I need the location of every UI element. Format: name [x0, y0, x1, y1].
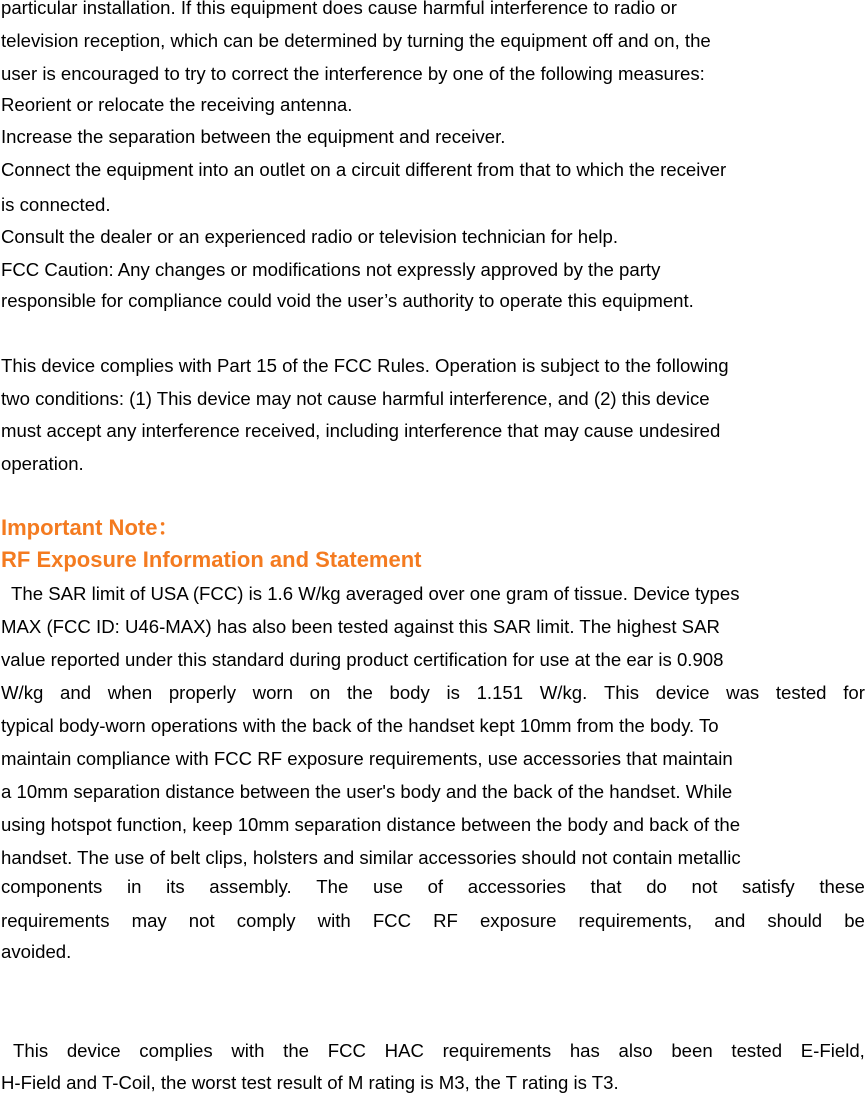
word: complies	[139, 1040, 213, 1061]
word: on	[309, 682, 331, 703]
word: This	[13, 1040, 49, 1061]
word: the	[346, 682, 373, 703]
word: The	[316, 876, 349, 897]
word: with	[317, 910, 351, 931]
word: that	[590, 876, 622, 897]
rf-exposure-heading: RF Exposure Information and Statement	[1, 547, 422, 572]
text-line: maintain compliance with FCC RF exposure requirements, use accessories that maintain	[1, 748, 733, 769]
text-line: typical body-worn operations with the back of the handset kept 10mm from the body. To	[1, 715, 719, 736]
word: E-Field,	[800, 1040, 865, 1061]
text-line: The SAR limit of USA (FCC) is 1.6 W/kg averaged over one gram of tissue. Device types	[1, 583, 740, 604]
text-line: particular installation. If this equipment does cause harmful interference to radio or	[1, 0, 677, 18]
text-line	[1, 876, 865, 898]
text-line: television reception, which can be determined by turning the equipment off and on, the	[1, 30, 711, 51]
word: body	[389, 682, 430, 703]
important-note-heading: Important Note：	[1, 515, 180, 540]
word: and	[714, 910, 746, 931]
word: tested	[731, 1040, 783, 1061]
word: requirements,	[578, 910, 693, 931]
text-line	[1, 1040, 865, 1062]
word: worn	[252, 682, 293, 703]
word: when	[107, 682, 153, 703]
word: tested	[775, 682, 827, 703]
word: components	[1, 876, 103, 897]
word: RF	[433, 910, 458, 931]
text-line: MAX (FCC ID: U46-MAX) has also been tested against this SAR limit. The highest SAR	[1, 616, 720, 637]
word: device	[66, 1040, 121, 1061]
text-line: Reorient or relocate the receiving antenna.	[1, 94, 353, 115]
word: satisfy	[742, 876, 795, 897]
text-line: responsible for compliance could void the user’s authority to operate this equipment.	[1, 290, 694, 311]
word: do	[646, 876, 667, 897]
word: in	[126, 876, 142, 897]
word: comply	[236, 910, 296, 931]
text-line: avoided.	[1, 941, 72, 962]
text-line: Increase the separation between the equipment and receiver.	[1, 126, 506, 147]
word: This	[603, 682, 640, 703]
text-line	[1, 682, 865, 704]
word: W/kg.	[539, 682, 588, 703]
word: is	[446, 682, 460, 703]
word: device	[655, 682, 710, 703]
word: requirements	[442, 1040, 552, 1061]
word: should	[767, 910, 823, 931]
word: with	[231, 1040, 265, 1061]
word: FCC	[327, 1040, 366, 1061]
text-line: a 10mm separation distance between the user's body and the back of the handset. While	[1, 781, 733, 802]
text-line: using hotspot function, keep 10mm separation distance between the body and back of the	[1, 814, 741, 835]
word: may	[131, 910, 167, 931]
text-line: Consult the dealer or an experienced radio or television technician for help.	[1, 226, 619, 247]
text-line: two conditions: (1) This device may not cause harmful interference, and (2) this device	[1, 388, 710, 409]
word: not	[188, 910, 215, 931]
text-line: operation.	[1, 453, 84, 474]
text-line: H-Field and T-Coil, the worst test result of M rating is M3, the T rating is T3.	[1, 1072, 619, 1093]
text-line: handset. The use of belt clips, holsters and similar accessories should not contain metallic	[1, 847, 741, 868]
text-line: user is encouraged to try to correct the interference by one of the following measures:	[1, 63, 705, 84]
word: exposure	[479, 910, 557, 931]
word: has	[569, 1040, 600, 1061]
word: of	[427, 876, 444, 897]
word: use	[372, 876, 403, 897]
word: FCC	[372, 910, 412, 931]
text-line	[1, 910, 865, 932]
word: HAC	[384, 1040, 424, 1061]
text-line: must accept any interference received, including interference that may cause undesired	[1, 420, 721, 441]
word: also	[618, 1040, 653, 1061]
word: the	[283, 1040, 310, 1061]
word: assembly.	[209, 876, 292, 897]
word: been	[671, 1040, 713, 1061]
word: was	[726, 682, 760, 703]
word: be	[844, 910, 865, 931]
text-line: Connect the equipment into an outlet on a circuit different from that to which the receiver	[1, 159, 727, 180]
text-line: This device complies with Part 15 of the FCC Rules. Operation is subject to the following	[1, 355, 729, 376]
word: requirements	[1, 910, 110, 931]
text-line: value reported under this standard during product certification for use at the ear is 0.908	[1, 649, 724, 670]
word: W/kg	[1, 682, 44, 703]
word: its	[166, 876, 185, 897]
word: properly	[168, 682, 236, 703]
word: and	[60, 682, 92, 703]
word: not	[691, 876, 718, 897]
word: for	[843, 682, 865, 703]
word: 1.151	[476, 682, 524, 703]
text-line: FCC Caution: Any changes or modifications not expressly approved by the party	[1, 259, 661, 280]
word: these	[819, 876, 865, 897]
text-line: is connected.	[1, 194, 111, 215]
word: accessories	[467, 876, 566, 897]
